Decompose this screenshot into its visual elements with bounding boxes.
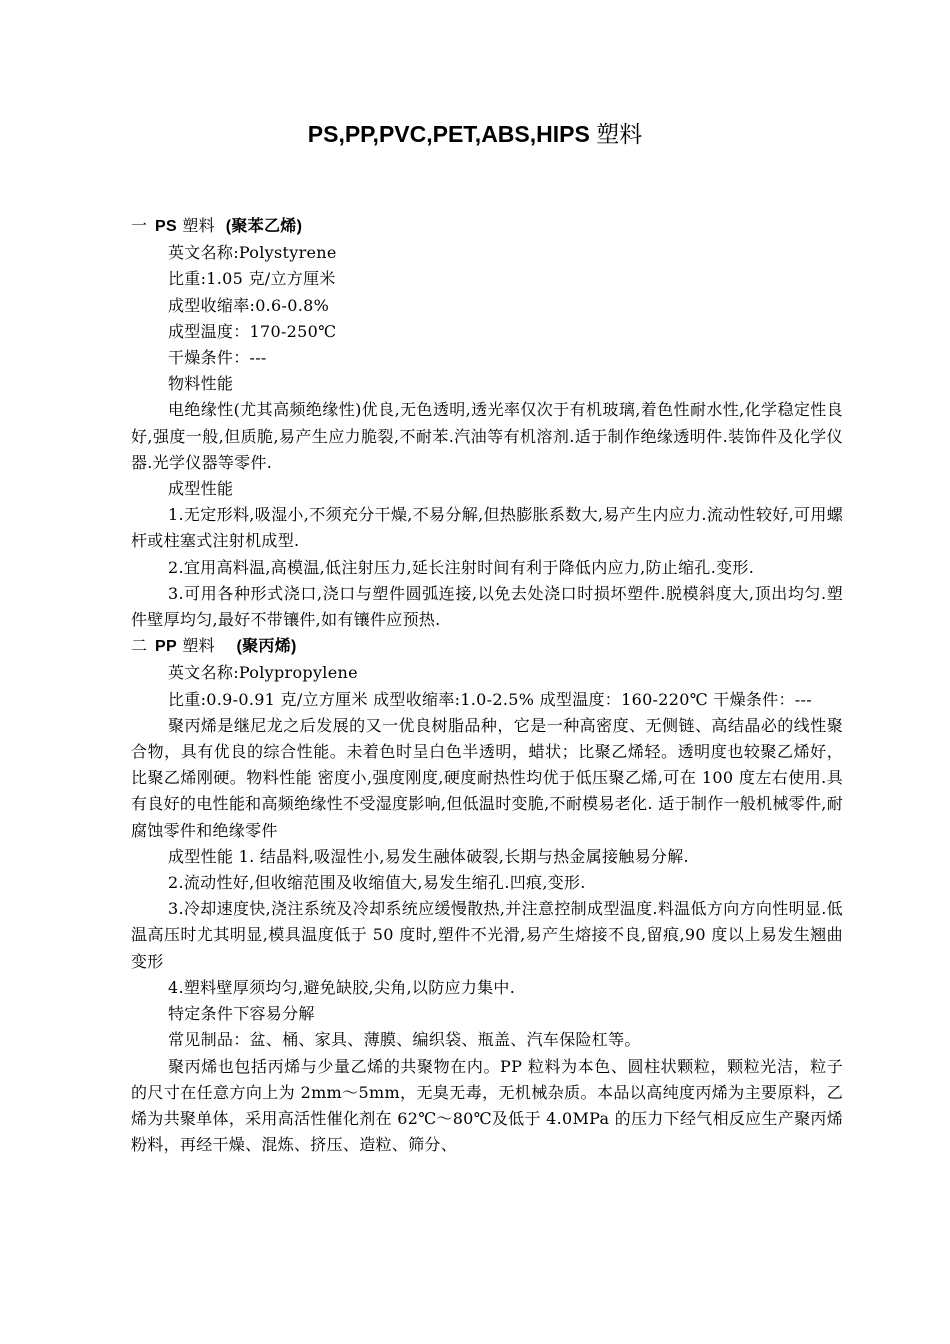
paragraph: 3.可用各种形式浇口,浇口与塑件圆弧连接,以免去处浇口时损坏塑件.脱模斜度大,顶出均匀.塑件壁厚均匀,最好不带镶件,如有镶件应预热. bbox=[131, 583, 843, 630]
paragraph: 电绝缘性(尤其高频绝缘性)优良,无色透明,透光率仅次于有机玻璃,着色性耐水性,化学稳定性良好,强度一般,但质脆,易产生应力脆裂,不耐苯.汽油等有机溶剂.适于制作绝缘透明件.装饰件及化学仪器.光学仪器等零件. bbox=[131, 400, 843, 472]
section-number: 二 bbox=[131, 636, 148, 656]
section-heading-pp bbox=[131, 633, 843, 660]
paragraph: 成型温度：170-250℃ bbox=[168, 321, 337, 341]
paragraph: 4.塑料壁厚须均匀,避免缺胶,尖角,以防应力集中. bbox=[168, 977, 516, 997]
title-chinese: 塑料 bbox=[596, 122, 643, 148]
paragraph: 比重:1.05 克/立方厘米 bbox=[168, 269, 336, 289]
paragraph: 成型收缩率:0.6-0.8% bbox=[168, 295, 330, 315]
paragraph: 英文名称:Polystyrene bbox=[168, 243, 337, 263]
paragraph: 聚丙烯也包括丙烯与少量乙烯的共聚物在内。PP 粒料为本色、圆柱状颗粒，颗粒光洁，粒子的尺寸在任意方向上为 2mm～5mm，无臭无毒，无机械杂质。本品以高纯度丙烯为主要原料，乙烯为共聚单体，采用高活性催化剂在 62℃～80℃及低于 4.0MPa 的压力下经气相反应生产聚丙烯粉料，再经干燥、混炼、挤压、造粒、筛分、 bbox=[131, 1056, 843, 1155]
section-number: 一 bbox=[131, 216, 148, 235]
page-title bbox=[0, 118, 950, 151]
paragraph: 比重:0.9-0.91 克/立方厘米 成型收缩率:1.0-2.5% 成型温度：160-220℃ 干燥条件：--- bbox=[168, 689, 812, 709]
paragraph: 常见制品：盆、桶、家具、薄膜、编织袋、瓶盖、汽车保险杠等。 bbox=[168, 1030, 641, 1050]
paragraph: 干燥条件：--- bbox=[168, 348, 267, 368]
document-body bbox=[131, 213, 843, 1158]
section-heading-paren: (聚丙烯) bbox=[236, 638, 297, 656]
section-heading-paren: (聚苯乙烯) bbox=[225, 218, 303, 235]
section-heading-ps bbox=[131, 213, 843, 240]
paragraph: 2.宜用高料温,高模温,低注射压力,延长注射时间有利于降低内应力,防止缩孔.变形. bbox=[168, 557, 755, 577]
paragraph: 3.冷却速度快,浇注系统及冷却系统应缓慢散热,并注意控制成型温度.料温低方向方向性明显.低温高压时尤其明显,模具温度低于 50 度时,塑件不光滑,易产生熔接不良,留痕,90 度以上易发生翘曲变形 bbox=[131, 899, 843, 971]
paragraph: 聚丙烯是继尼龙之后发展的又一优良树脂品种，它是一种高密度、无侧链、高结晶必的线性聚合物，具有优良的综合性能。未着色时呈白色半透明，蜡状；比聚乙烯轻。透明度也较聚乙烯好，比聚乙烯刚硬。物料性能 密度小,强度刚度,硬度耐热性均优于低压聚乙烯,可在 100 度左右使用.具有良好的电性能和高频绝缘性不受湿度影响,但低温时变脆,不耐模易老化. 适于制作一般机械零件,耐腐蚀零件和绝缘零件 bbox=[131, 715, 843, 840]
paragraph: 成型性能 1. 结晶料,吸湿性小,易发生融体破裂,长期与热金属接触易分解. bbox=[168, 846, 689, 866]
section-heading-word: 塑料 bbox=[182, 636, 215, 656]
paragraph: 特定条件下容易分解 bbox=[168, 1004, 315, 1024]
title-latin: PS,PP,PVC,PET,ABS,HIPS bbox=[307, 121, 590, 147]
paragraph: 英文名称:Polypropylene bbox=[168, 663, 358, 683]
paragraph: 物料性能 bbox=[168, 374, 234, 394]
section-material-code: PP bbox=[155, 638, 177, 656]
paragraph: 1.无定形料,吸湿小,不须充分干燥,不易分解,但热膨胀系数大,易产生内应力.流动性较好,可用螺杆或柱塞式注射机成型. bbox=[131, 505, 843, 551]
paragraph: 2.流动性好,但收缩范围及收缩值大,易发生缩孔.凹痕,变形. bbox=[168, 873, 586, 893]
paragraph: 成型性能 bbox=[168, 479, 234, 499]
section-heading-word: 塑料 bbox=[182, 216, 215, 235]
section-material-code: PS bbox=[155, 218, 177, 235]
